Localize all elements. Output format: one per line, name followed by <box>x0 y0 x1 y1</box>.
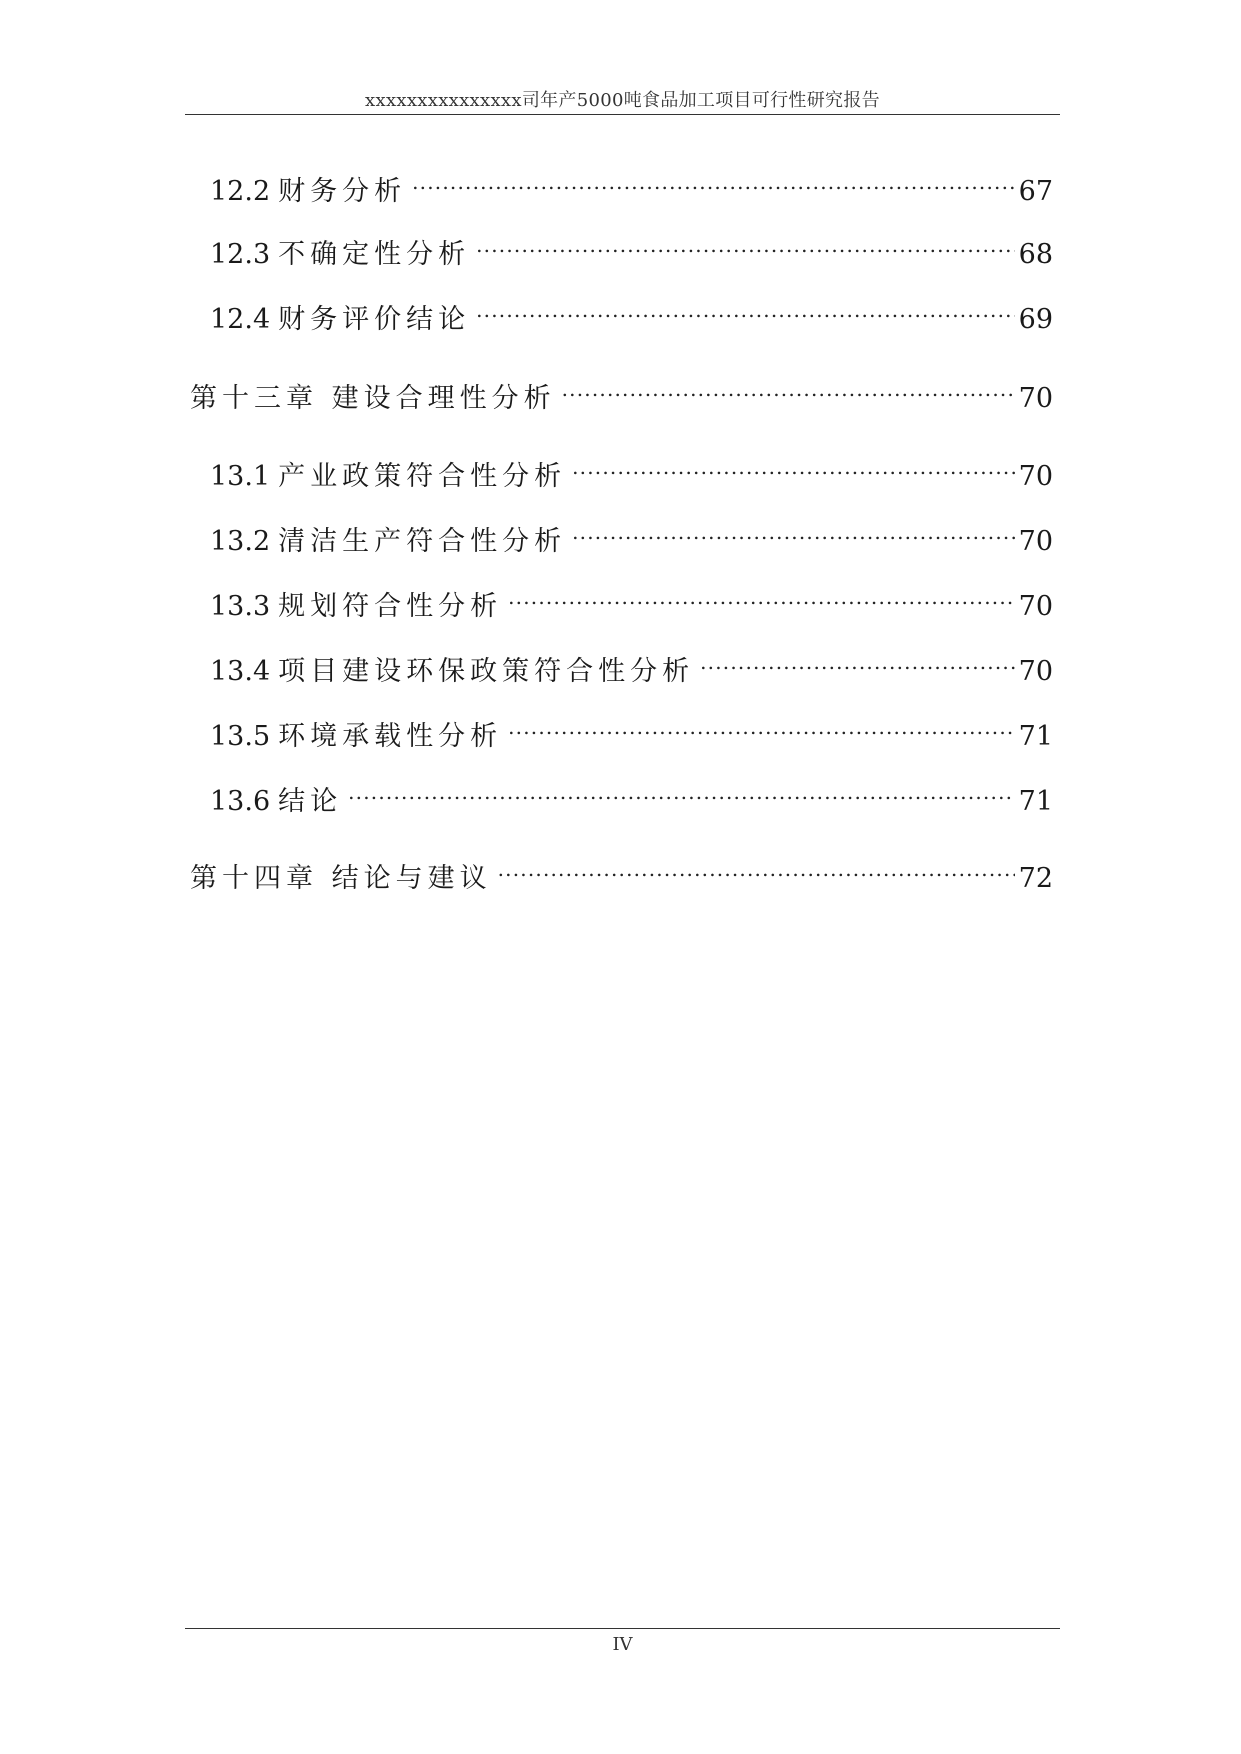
toc-leader-dots <box>572 510 1015 550</box>
toc-entry-number: 12.3 <box>210 239 271 270</box>
toc-entry-chapter-14[interactable] <box>190 847 1053 894</box>
toc-entry-13-2[interactable] <box>210 510 1053 557</box>
toc-leader-dots <box>572 445 1015 485</box>
toc-entry-page: 69 <box>1018 304 1053 335</box>
toc-entry-title: 第十三章 建设合理性分析 <box>190 383 556 414</box>
toc-entry-page: 70 <box>1018 526 1053 557</box>
toc-entry-page: 68 <box>1018 239 1053 270</box>
toc-leader-dots <box>508 705 1015 745</box>
toc-leader-dots <box>498 847 1015 887</box>
toc-entry-title: 财务评价结论 <box>278 304 471 335</box>
toc-entry-number: 13.3 <box>210 591 271 622</box>
toc-entry-13-1[interactable] <box>210 445 1053 492</box>
toc-entry-title: 不确定性分析 <box>278 239 471 270</box>
toc-entry-page: 67 <box>1018 176 1053 207</box>
toc-entry-number: 13.2 <box>210 526 271 557</box>
toc-entry-13-5[interactable] <box>210 705 1053 752</box>
toc-entry-title: 第十四章 结论与建议 <box>190 863 492 894</box>
toc-entry-number: 13.6 <box>210 786 271 817</box>
toc-entry-number: 12.4 <box>210 304 271 335</box>
toc-entry-number: 13.4 <box>210 656 271 687</box>
toc-entry-number: 13.5 <box>210 721 271 752</box>
toc-entry-12-2[interactable] <box>210 160 1053 207</box>
toc-entry-title: 规划符合性分析 <box>278 591 503 622</box>
header-divider <box>185 114 1060 115</box>
toc-leader-dots <box>700 640 1015 680</box>
toc-leader-dots <box>476 223 1015 263</box>
toc-leader-dots <box>562 367 1015 407</box>
toc-entry-title: 产业政策符合性分析 <box>278 461 567 492</box>
toc-leader-dots <box>476 288 1015 328</box>
toc-entry-page: 70 <box>1018 591 1053 622</box>
toc-entry-page: 71 <box>1018 786 1053 817</box>
toc-entry-chapter-13[interactable] <box>190 367 1053 414</box>
toc-entry-page: 70 <box>1018 383 1053 414</box>
toc-entry-title: 项目建设环保政策符合性分析 <box>278 656 695 687</box>
toc-entry-number: 13.1 <box>210 461 271 492</box>
toc-leader-dots <box>412 160 1015 200</box>
toc-entry-title: 结论 <box>278 786 343 817</box>
toc-entry-title: 清洁生产符合性分析 <box>278 526 567 557</box>
toc-entry-number: 12.2 <box>210 176 271 207</box>
toc-entry-page: 70 <box>1018 656 1053 687</box>
toc-entry-page: 72 <box>1018 863 1053 894</box>
toc-leader-dots <box>348 770 1015 810</box>
page-number: IV <box>612 1634 633 1655</box>
running-header: xxxxxxxxxxxxxxx司年产5000吨食品加工项目可行性研究报告 <box>365 90 880 111</box>
toc-entry-title: 财务分析 <box>278 176 407 207</box>
footer-divider <box>185 1628 1060 1629</box>
toc-leader-dots <box>508 575 1015 615</box>
toc-entry-13-3[interactable] <box>210 575 1053 622</box>
toc-entry-title: 环境承载性分析 <box>278 721 503 752</box>
toc-entry-12-3[interactable] <box>210 223 1053 270</box>
toc-entry-13-4[interactable] <box>210 640 1053 687</box>
toc-entry-13-6[interactable] <box>210 770 1053 817</box>
toc-entry-12-4[interactable] <box>210 288 1053 335</box>
toc-entry-page: 70 <box>1018 461 1053 492</box>
toc-entry-page: 71 <box>1018 721 1053 752</box>
